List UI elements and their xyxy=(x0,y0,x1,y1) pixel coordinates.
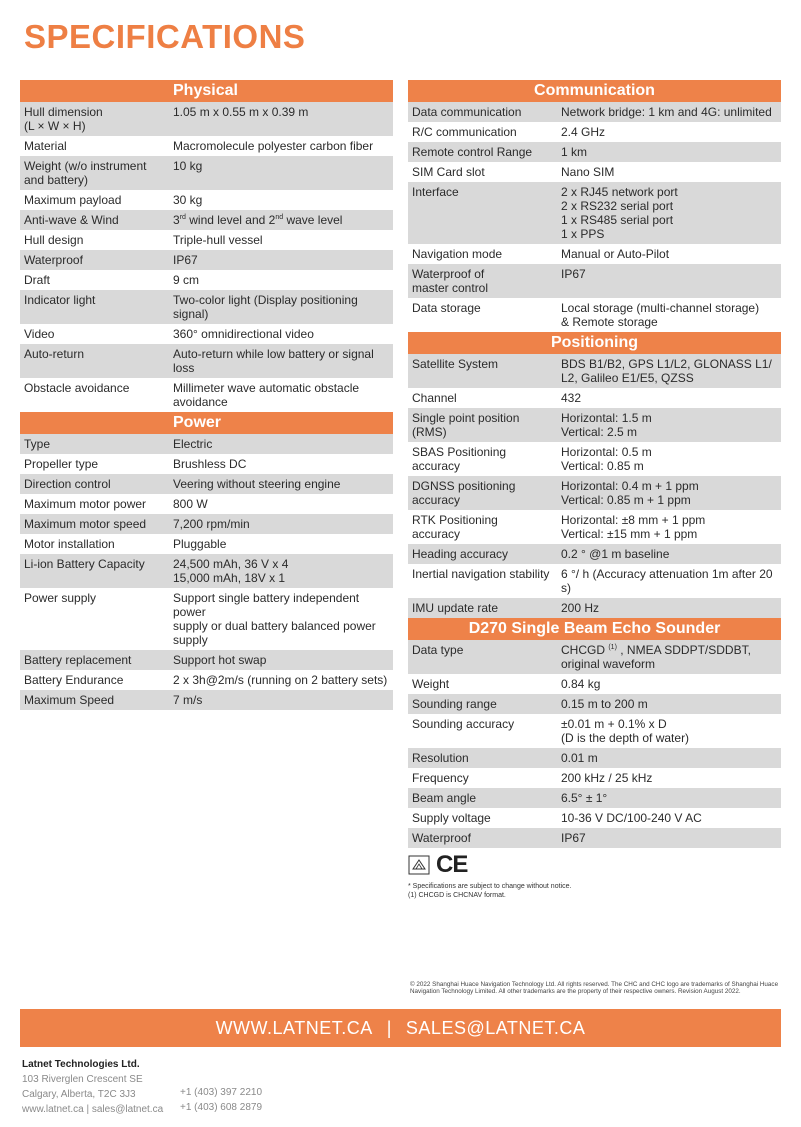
spec-row xyxy=(408,354,781,388)
spec-row xyxy=(20,650,393,670)
legal-notice: © 2022 Shanghai Huace Navigation Technology Ltd. All rights reserved. The CHC and CHC logo are trademarks of Shanghai Huace Navigation Technology Limited. All other trademarks are the property of their respective owners. Revision August 2022. xyxy=(410,981,779,995)
spec-value: Brushless DC xyxy=(173,457,247,471)
spec-value: Pluggable xyxy=(173,537,227,551)
spec-value: 0.01 m xyxy=(561,751,598,765)
spec-row xyxy=(408,122,781,142)
spec-value: 0.84 kg xyxy=(561,677,601,691)
spec-label: DGNSS positioning accuracy xyxy=(412,479,516,507)
spec-label: Indicator light xyxy=(24,293,96,307)
spec-row xyxy=(20,534,393,554)
spec-row xyxy=(408,388,781,408)
phone-2[interactable]: +1 (403) 608 2879 xyxy=(180,1102,263,1113)
spec-label: Hull design xyxy=(24,233,84,247)
spec-row xyxy=(20,136,393,156)
email-link[interactable]: SALES@LATNET.CA xyxy=(405,1018,586,1038)
spec-label: Maximum payload xyxy=(24,193,122,207)
spec-row xyxy=(20,670,393,690)
spec-value: Horizontal: ±8 mm + 1 ppm Vertical: ±15 mm + 1 ppm xyxy=(561,513,706,541)
spec-label: Data communication xyxy=(412,105,522,119)
spec-label: Maximum motor power xyxy=(24,497,147,511)
bar-separator: | xyxy=(386,1018,392,1038)
ce-mark-icon: CE xyxy=(436,851,468,878)
spec-label: Battery Endurance xyxy=(24,673,124,687)
company-name: Latnet Technologies Ltd. xyxy=(22,1059,140,1070)
spec-row xyxy=(408,142,781,162)
spec-value: Nano SIM xyxy=(561,165,615,179)
spec-value: 0.2 ° @1 m baseline xyxy=(561,547,670,561)
spec-label: Channel xyxy=(412,391,457,405)
section-heading-positioning xyxy=(408,332,781,354)
spec-value: IP67 xyxy=(561,267,586,281)
spec-value: 2 x RJ45 network port 2 x RS232 serial port 1 x RS485 serial port 1 x PPS xyxy=(561,185,678,241)
spec-value: 10-36 V DC/100-240 V AC xyxy=(561,811,702,825)
spec-row xyxy=(20,344,393,378)
spec-label: Remote control Range xyxy=(412,145,533,159)
spec-label: R/C communication xyxy=(412,125,517,139)
spec-row xyxy=(20,494,393,514)
spec-value: Veering without steering engine xyxy=(173,477,341,491)
spec-value: 30 kg xyxy=(173,193,203,207)
spec-row xyxy=(408,510,781,544)
spec-row xyxy=(20,210,393,230)
spec-row xyxy=(20,588,393,650)
spec-row xyxy=(20,324,393,344)
spec-value: 360° omnidirectional video xyxy=(173,327,314,341)
spec-label: Auto-return xyxy=(24,347,85,361)
spec-row xyxy=(20,454,393,474)
spec-label: Power supply xyxy=(24,591,97,605)
spec-row xyxy=(408,244,781,264)
spec-row xyxy=(408,598,781,618)
spec-label: Supply voltage xyxy=(412,811,491,825)
spec-value: 24,500 mAh, 36 V x 4 15,000 mAh, 18V x 1 xyxy=(173,557,289,585)
spec-row xyxy=(408,828,781,848)
spec-label: Hull dimension (L × W × H) xyxy=(24,105,103,133)
spec-label: Weight xyxy=(412,677,450,691)
section-heading-d270-single-beam-echo-sounder xyxy=(408,618,781,640)
spec-row xyxy=(20,190,393,210)
spec-value: Triple-hull vessel xyxy=(173,233,263,247)
company-address-line2: Calgary, Alberta, T2C 3J3 xyxy=(22,1089,136,1100)
spec-value: BDS B1/B2, GPS L1/L2, GLONASS L1/ L2, Galileo E1/E5, QZSS xyxy=(561,357,772,385)
spec-row xyxy=(408,442,781,476)
company-phones xyxy=(180,1085,262,1115)
spec-value: 7,200 rpm/min xyxy=(173,517,250,531)
company-info xyxy=(22,1057,163,1117)
page-title: SPECIFICATIONS xyxy=(24,18,306,55)
spec-row xyxy=(408,768,781,788)
spec-label: Battery replacement xyxy=(24,653,132,667)
spec-label: IMU update rate xyxy=(412,601,499,615)
company-web-email[interactable]: www.latnet.ca | sales@latnet.ca xyxy=(22,1104,164,1115)
spec-label: Satellite System xyxy=(412,357,499,371)
spec-label: Inertial navigation stability xyxy=(412,567,550,581)
spec-label: Anti-wave & Wind xyxy=(24,213,119,227)
recycle-mark-icon xyxy=(408,855,430,875)
spec-row xyxy=(408,694,781,714)
spec-row xyxy=(408,714,781,748)
spec-value: Electric xyxy=(173,437,213,451)
footnote-chcgd: (1) CHCGD is CHCNAV format. xyxy=(408,892,506,899)
spec-row xyxy=(408,788,781,808)
section-heading-power xyxy=(20,412,393,434)
spec-label: Weight (w/o instrument and battery) xyxy=(24,159,147,187)
spec-value: Support hot swap xyxy=(173,653,267,667)
spec-value: 2 x 3h@2m/s (running on 2 battery sets) xyxy=(173,673,388,687)
spec-value: Auto-return while low battery or signal loss xyxy=(173,347,374,375)
spec-value: 10 kg xyxy=(173,159,203,173)
spec-value: 9 cm xyxy=(173,273,200,287)
spec-value: 2.4 GHz xyxy=(561,125,606,139)
spec-value: 0.15 m to 200 m xyxy=(561,697,648,711)
spec-value: 3rd wind level and 2nd wave level xyxy=(173,213,343,227)
spec-label: Single point position (RMS) xyxy=(412,411,520,439)
spec-value: 200 kHz / 25 kHz xyxy=(561,771,653,785)
spec-label: Draft xyxy=(24,273,51,287)
spec-value: 1.05 m x 0.55 m x 0.39 m xyxy=(173,105,309,119)
spec-value: Support single battery independent power supply or dual battery balanced power supply xyxy=(173,591,376,647)
spec-row xyxy=(408,748,781,768)
section-heading-label: Positioning xyxy=(550,334,639,351)
website-link[interactable]: WWW.LATNET.CA xyxy=(215,1018,373,1038)
spec-label: SIM Card slot xyxy=(412,165,485,179)
spec-row xyxy=(408,408,781,442)
spec-label: Data storage xyxy=(412,301,481,315)
spec-row xyxy=(20,156,393,190)
spec-row xyxy=(20,102,393,136)
spec-value: Local storage (multi-channel storage) & Remote storage xyxy=(561,301,760,329)
spec-row xyxy=(408,162,781,182)
spec-label: Maximum motor speed xyxy=(24,517,147,531)
spec-row xyxy=(408,674,781,694)
phone-1[interactable]: +1 (403) 397 2210 xyxy=(180,1087,263,1098)
spec-row xyxy=(20,270,393,290)
spec-value: Two-color light (Display positioning signal) xyxy=(173,293,358,321)
spec-label: Waterproof xyxy=(24,253,83,267)
footnotes xyxy=(408,882,781,900)
spec-value: IP67 xyxy=(561,831,586,845)
section-heading-label: Communication xyxy=(534,82,655,99)
spec-label: Video xyxy=(24,327,55,341)
spec-label: Type xyxy=(24,437,51,451)
section-heading-label: Power xyxy=(173,414,222,431)
spec-label: Li-ion Battery Capacity xyxy=(24,557,145,571)
spec-value: 7 m/s xyxy=(173,693,203,707)
spec-label: RTK Positioning accuracy xyxy=(412,513,498,541)
section-heading-physical xyxy=(20,80,393,102)
spec-row xyxy=(20,514,393,534)
spec-row xyxy=(408,298,781,332)
spec-value: 6.5° ± 1° xyxy=(561,791,608,805)
footnote-change-notice: * Specifications are subject to change without notice. xyxy=(408,883,572,890)
spec-label: Heading accuracy xyxy=(412,547,509,561)
spec-row xyxy=(20,434,393,454)
spec-row xyxy=(20,474,393,494)
spec-row xyxy=(20,378,393,412)
spec-row xyxy=(408,564,781,598)
section-heading-label: Physical xyxy=(173,82,238,99)
spec-label: Maximum Speed xyxy=(24,693,115,707)
spec-value: 800 W xyxy=(173,497,208,511)
spec-value: Millimeter wave automatic obstacle avoidance xyxy=(173,381,360,409)
spec-row xyxy=(408,808,781,828)
spec-value: 432 xyxy=(561,391,582,405)
spec-value: Macromolecule polyester carbon fiber xyxy=(173,139,374,153)
spec-label: Interface xyxy=(412,185,459,199)
spec-value: Horizontal: 1.5 m Vertical: 2.5 m xyxy=(561,411,652,439)
company-address-line1: 103 Riverglen Crescent SE xyxy=(22,1074,143,1085)
spec-value: ±0.01 m + 0.1% x D (D is the depth of water) xyxy=(561,717,690,745)
spec-value: Manual or Auto-Pilot xyxy=(561,247,670,261)
spec-label: Data type xyxy=(412,643,464,657)
spec-row xyxy=(20,690,393,710)
certification-marks xyxy=(408,852,781,878)
left-spec-column xyxy=(20,80,393,710)
spec-label: Waterproof xyxy=(412,831,471,845)
spec-row xyxy=(20,290,393,324)
spec-label: Resolution xyxy=(412,751,469,765)
spec-label: Sounding range xyxy=(412,697,497,711)
spec-value: IP67 xyxy=(173,253,198,267)
right-spec-column xyxy=(408,80,781,900)
section-heading-label: D270 Single Beam Echo Sounder xyxy=(468,620,721,637)
spec-label: Beam angle xyxy=(412,791,477,805)
spec-row xyxy=(20,554,393,588)
spec-value: 6 °/ h (Accuracy attenuation 1m after 20 s) xyxy=(561,567,773,595)
contact-bar xyxy=(20,1009,781,1047)
spec-label: Propeller type xyxy=(24,457,99,471)
spec-value: 1 km xyxy=(561,145,588,159)
spec-value: 200 Hz xyxy=(561,601,600,615)
spec-label: Navigation mode xyxy=(412,247,503,261)
spec-row xyxy=(408,182,781,244)
spec-label: Material xyxy=(24,139,67,153)
spec-value: CHCGD $^{(1)}$ , NMEA SDDPT/SDDBT, original waveform xyxy=(561,643,751,671)
spec-label: Motor installation xyxy=(24,537,115,551)
spec-value: Horizontal: 0.4 m + 1 ppm Vertical: 0.85 m + 1 ppm xyxy=(561,479,699,507)
spec-value: Horizontal: 0.5 m Vertical: 0.85 m xyxy=(561,445,652,473)
section-heading-communication xyxy=(408,80,781,102)
spec-label: Waterproof of master control xyxy=(412,267,489,295)
spec-label: SBAS Positioning accuracy xyxy=(412,445,507,473)
spec-row xyxy=(408,640,781,674)
spec-row xyxy=(20,250,393,270)
spec-label: Obstacle avoidance xyxy=(24,381,130,395)
spec-row xyxy=(408,476,781,510)
spec-label: Direction control xyxy=(24,477,111,491)
spec-row xyxy=(408,102,781,122)
spec-row xyxy=(20,230,393,250)
spec-value: Network bridge: 1 km and 4G: unlimited xyxy=(561,105,772,119)
spec-label: Sounding accuracy xyxy=(412,717,515,731)
spec-row xyxy=(408,264,781,298)
spec-row xyxy=(408,544,781,564)
right-sections xyxy=(408,80,781,848)
spec-label: Frequency xyxy=(412,771,469,785)
